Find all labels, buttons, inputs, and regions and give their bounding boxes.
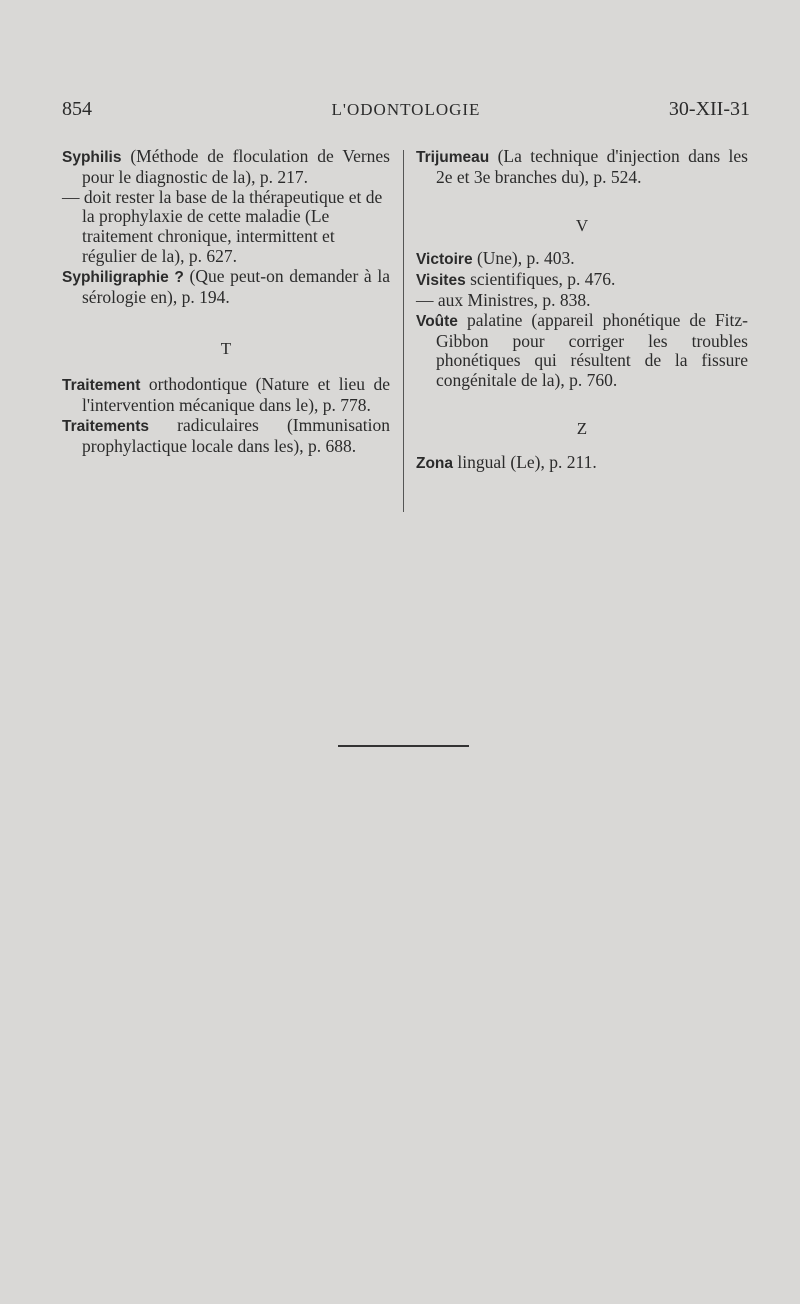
entry-text: radiculaires (Immunisation prophylactique locale dans les), p. 688.	[82, 414, 390, 456]
page-header	[62, 98, 750, 128]
index-entry	[416, 249, 748, 270]
index-entry	[62, 416, 390, 457]
entry-text: palatine (appareil phonétique de Fitz-Gibbon pour corriger les troubles phonétiques qui résultent de la fissure congénitale de la), p. 760.	[436, 309, 748, 391]
entry-keyword: Trijumeau	[416, 149, 490, 166]
entry-keyword: Syphiligraphie ?	[62, 268, 184, 286]
section-letter-v: V	[575, 215, 589, 235]
entry-text: scientifiques, p. 476.	[465, 269, 616, 290]
entry-text: (Une), p. 403.	[472, 248, 575, 269]
index-subentry: — doit rester la base de la thérapeutique et de la prophylaxie de cette maladie (Le traitement chronique, intermittent et régulier de la), p. 627.	[62, 186, 383, 266]
left-column	[62, 147, 390, 456]
section-letter-t: T	[220, 339, 232, 359]
entry-text: lingual (Le), p. 211.	[453, 451, 597, 472]
issue-date: 30-XII-31	[668, 98, 750, 120]
index-entry	[62, 267, 390, 308]
entry-keyword: Syphilis	[62, 149, 122, 166]
column-divider	[403, 150, 404, 512]
index-entry	[416, 311, 748, 391]
index-entry	[416, 270, 748, 291]
index-entry	[62, 147, 390, 188]
entry-keyword: Visites	[416, 272, 466, 290]
running-title: L'ODONTOLOGIE	[331, 100, 481, 119]
entry-text: orthodontique (Nature et lieu de l'intervention mécanique dans le), p. 778.	[82, 374, 390, 415]
entry-keyword: Victoire	[416, 251, 473, 269]
index-entry	[62, 375, 390, 416]
entry-keyword: Traitement	[62, 377, 141, 395]
index-subentry: — aux Ministres, p. 838.	[416, 289, 591, 310]
index-entry	[416, 453, 748, 474]
end-rule	[338, 745, 469, 747]
entry-keyword: Voûte	[416, 312, 458, 330]
entry-text: (La technique d'injection dans les 2e et 3e branches du), p. 524.	[436, 146, 748, 187]
entry-keyword: Traitements	[62, 417, 150, 435]
entry-keyword: Zona	[416, 454, 454, 472]
section-letter-z: Z	[576, 418, 588, 438]
entry-text: (Que peut-on demander à la sérologie en), p. 194.	[82, 265, 390, 307]
page-number: 854	[62, 98, 92, 120]
index-entry	[416, 147, 748, 188]
right-column	[416, 147, 748, 474]
entry-text: (Méthode de floculation de Vernes pour le diagnostic de la), p. 217.	[82, 146, 390, 187]
